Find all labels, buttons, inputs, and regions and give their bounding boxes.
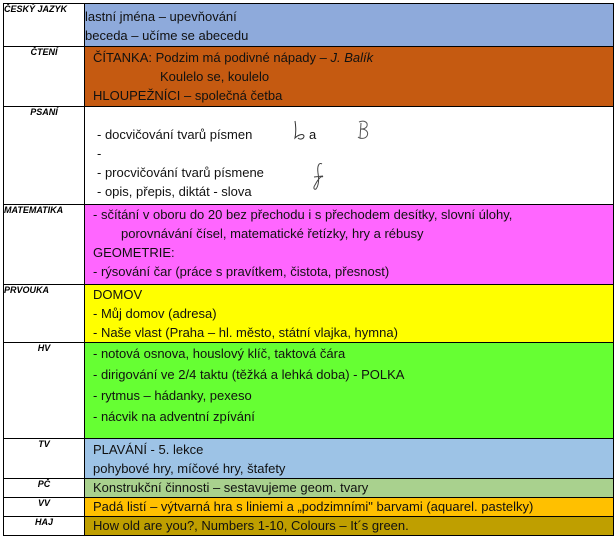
content-haj: [85, 517, 614, 536]
row-prvouka: [4, 285, 614, 343]
text-line: How old are you?, Numbers 1-10, Colours – It´s green.: [93, 518, 409, 533]
text-line: - Naše vlast (Praha – hl. město, státní vlajka, hymna): [93, 325, 398, 340]
text-line: PLAVÁNÍ - 5. lekce: [93, 442, 204, 457]
subject-cesky-jazyk: ČESKÝ JAZYK: [4, 4, 85, 47]
row-psani: [4, 107, 614, 205]
reading-line-1: [85, 48, 613, 67]
content-matematika: [85, 205, 614, 285]
text-line: - procvičování tvarů písmene: [97, 165, 264, 180]
row-pc: [4, 479, 614, 498]
row-haj: [4, 517, 614, 536]
reading-author: J. Balík: [330, 50, 374, 65]
text-line: HLOUPEŽNÍCI – společná četba: [93, 88, 283, 103]
subject-haj: HAJ: [4, 517, 85, 536]
text-line: Konstrukční činnosti – sestavujeme geom. tvary: [93, 480, 369, 495]
handwritten-capital-b-icon: [355, 119, 371, 141]
handwritten-f-icon: [311, 161, 327, 191]
row-matematika: [4, 205, 614, 285]
subject-tv: TV: [4, 439, 85, 479]
text-line: - rytmus – hádanky, pexeso: [93, 388, 252, 403]
content-prvouka: [85, 285, 614, 343]
subject-pc: PČ: [4, 479, 85, 498]
text-line: - docvičování tvarů písmen: [97, 127, 253, 142]
reading-title: ČÍTANKA: Podzim má podivné nápady –: [93, 50, 331, 65]
text-line: GEOMETRIE:: [93, 245, 175, 260]
content-hv: [85, 343, 614, 439]
subject-psani: PSANÍ: [4, 107, 85, 205]
row-cesky-jazyk: [4, 4, 614, 47]
text-line: Koulelo se, koulelo: [160, 69, 270, 84]
subject-hv: HV: [4, 343, 85, 439]
subject-vv: VV: [4, 498, 85, 517]
content-pc: [85, 479, 614, 498]
subject-matematika: MATEMATIKA: [4, 205, 85, 285]
small-a: a: [309, 127, 317, 142]
content-psani: [85, 107, 614, 205]
text-line: porovnávání čísel, matematické řetízky, hry a rébusy: [121, 226, 424, 241]
text-line: lastní jména – upevňování: [85, 9, 237, 24]
lesson-plan-table: [3, 3, 614, 536]
row-vv: [4, 498, 614, 517]
content-vv: [85, 498, 614, 517]
text-line: - Můj domov (adresa): [93, 306, 217, 321]
text-line: - opis, přepis, diktát - slova: [97, 184, 252, 199]
subject-cteni: ČTENÍ: [4, 47, 85, 107]
text-line: - rýsování čar (práce s pravítkem, čistota, přesnost): [93, 264, 390, 279]
text-line: - sčítání v oboru do 20 bez přechodu i s přechodem desítky, slovní úlohy,: [93, 207, 513, 222]
subject-prvouka: PRVOUKA: [4, 285, 85, 343]
content-tv: [85, 439, 614, 479]
text-line: beceda – učíme se abecedu: [85, 28, 249, 43]
row-hv: [4, 343, 614, 439]
row-cteni: [4, 47, 614, 107]
content-cesky-jazyk: [85, 4, 614, 47]
text-line: pohybové hry, míčové hry, štafety: [93, 461, 286, 476]
text-line: - dirigování ve 2/4 taktu (těžká a lehká doba) - POLKA: [93, 367, 405, 382]
text-line: -: [97, 146, 102, 161]
row-tv: [4, 439, 614, 479]
text-line: DOMOV: [93, 287, 143, 302]
text-line: - notová osnova, houslový klíč, taktová čára: [93, 346, 346, 361]
content-cteni: [85, 47, 614, 107]
text-line: Padá listí – výtvarná hra s liniemi a „podzimními" barvami (aquarel. pastelky): [93, 499, 534, 514]
text-line: - nácvik na adventní zpívání: [93, 409, 255, 424]
